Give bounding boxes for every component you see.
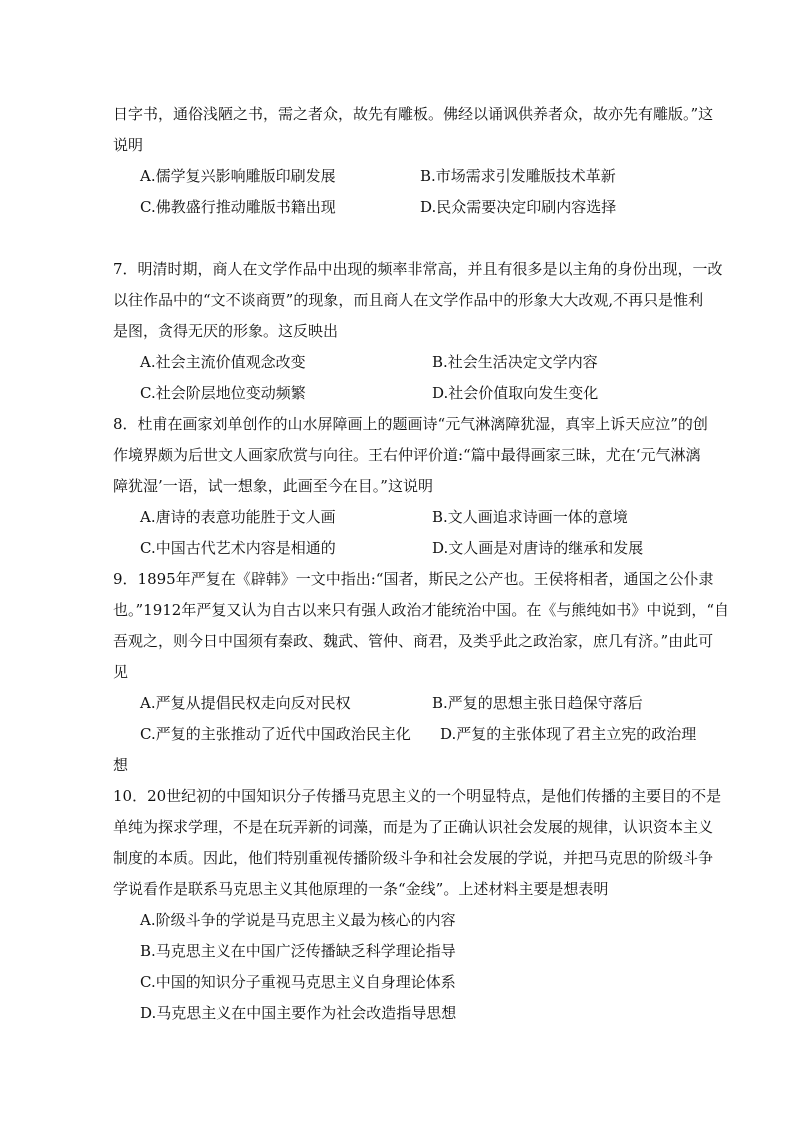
q9-option-d-wrap: 想 <box>113 756 129 774</box>
q8-option-c: C.中国古代艺术内容是相通的 <box>140 539 336 557</box>
q9-line-4: 见 <box>113 663 129 681</box>
q8-option-a: A.唐诗的表意功能胜于文人画 <box>140 508 336 526</box>
q10-line-3: 制度的本质。因此，他们特别重视传播阶级斗争和社会发展的学说，并把马克思的阶级斗争 <box>113 849 714 867</box>
q8-line-2: 作境界颇为后世文人画家欣赏与向往。王右仲评价道:“篇中最得画家三昧，尤在‘元气淋漓 <box>113 446 701 464</box>
q10-line-2: 单纯为探求学理，不是在玩弄新的词藻，而是为了正确认识社会发展的规律，认识资本主义 <box>113 818 714 836</box>
q10-line-1: 10．20世纪初的中国知识分子传播马克思主义的一个明显特点，是他们传播的主要目的不是 <box>113 787 722 805</box>
q8-option-b: B.文人画追求诗画一体的意境 <box>432 508 628 526</box>
q7-line-3: 是图，贪得无厌的形象。这反映出 <box>113 322 339 340</box>
q7-line-1: 7．明清时期，商人在文学作品中出现的频率非常高，并且有很多是以主角的身份出现，一改 <box>113 260 723 278</box>
q7-option-b: B.社会生活决定文学内容 <box>432 353 598 371</box>
q10-line-4: 学说看作是联系马克思主义其他原理的一条“金线”。上述材料主要是想表明 <box>113 880 609 898</box>
q9-option-a: A.严复从提倡民权走向反对民权 <box>140 694 351 712</box>
q9-option-b: B.严复的思想主张日趋保守落后 <box>432 694 643 712</box>
q9-line-1: 9．1895年严复在《辟韩》一文中指出:“国者，斯民之公产也。王侯将相者，通国之公仆隶 <box>113 570 714 588</box>
q10-option-d: D.马克思主义在中国主要作为社会改造指导思想 <box>140 1004 457 1022</box>
q10-option-b: B.马克思主义在中国广泛传播缺乏科学理论指导 <box>140 942 456 960</box>
q8-option-d: D.文人画是对唐诗的继承和发展 <box>432 539 644 557</box>
q10-option-a: A.阶级斗争的学说是马克思主义最为核心的内容 <box>140 911 456 929</box>
q7-line-2: 以往作品中的“文不谈商贾”的现象，而且商人在文学作品中的形象大大改观,不再只是惟利 <box>113 291 704 309</box>
q9-line-3: 吾观之，则今日中国须有秦政、魏武、管仲、商君，及类乎此之政治家，庶几有济。”由此可 <box>113 632 714 650</box>
q6-option-d: D.民众需要决定印刷内容选择 <box>420 198 617 216</box>
q7-option-c: C.社会阶层地位变动频繁 <box>140 384 306 402</box>
q7-option-d: D.社会价值取向发生变化 <box>432 384 599 402</box>
q6-line-1: 日字书，通俗浅陋之书，需之者众，故先有雕板。佛经以诵讽供养者众，故亦先有雕版。”这 <box>113 105 714 123</box>
q10-option-c: C.中国的知识分子重视马克思主义自身理论体系 <box>140 973 456 991</box>
q8-line-1: 8．杜甫在画家刘单创作的山水屏障画上的题画诗“元气淋漓障犹湿，真宰上诉天应泣”的创 <box>113 415 708 433</box>
q9-option-d: D.严复的主张体现了君主立宪的政治理 <box>440 725 697 743</box>
q9-option-c: C.严复的主张推动了近代中国政治民主化 <box>140 725 411 743</box>
q6-option-a: A.儒学复兴影响雕版印刷发展 <box>140 167 336 185</box>
q6-option-b: B.市场需求引发雕版技术革新 <box>420 167 616 185</box>
q6-line-2: 说明 <box>113 136 144 154</box>
q6-option-c: C.佛教盛行推动雕版书籍出现 <box>140 198 336 216</box>
q9-line-2: 也。”1912年严复又认为自古以来只有强人政治才能统治中国。在《与熊纯如书》中说到，“自 <box>113 601 730 619</box>
q8-line-3: 障犹湿’一语，试一想象，此画至今在目。”这说明 <box>113 477 433 495</box>
q7-option-a: A.社会主流价值观念改变 <box>140 353 306 371</box>
